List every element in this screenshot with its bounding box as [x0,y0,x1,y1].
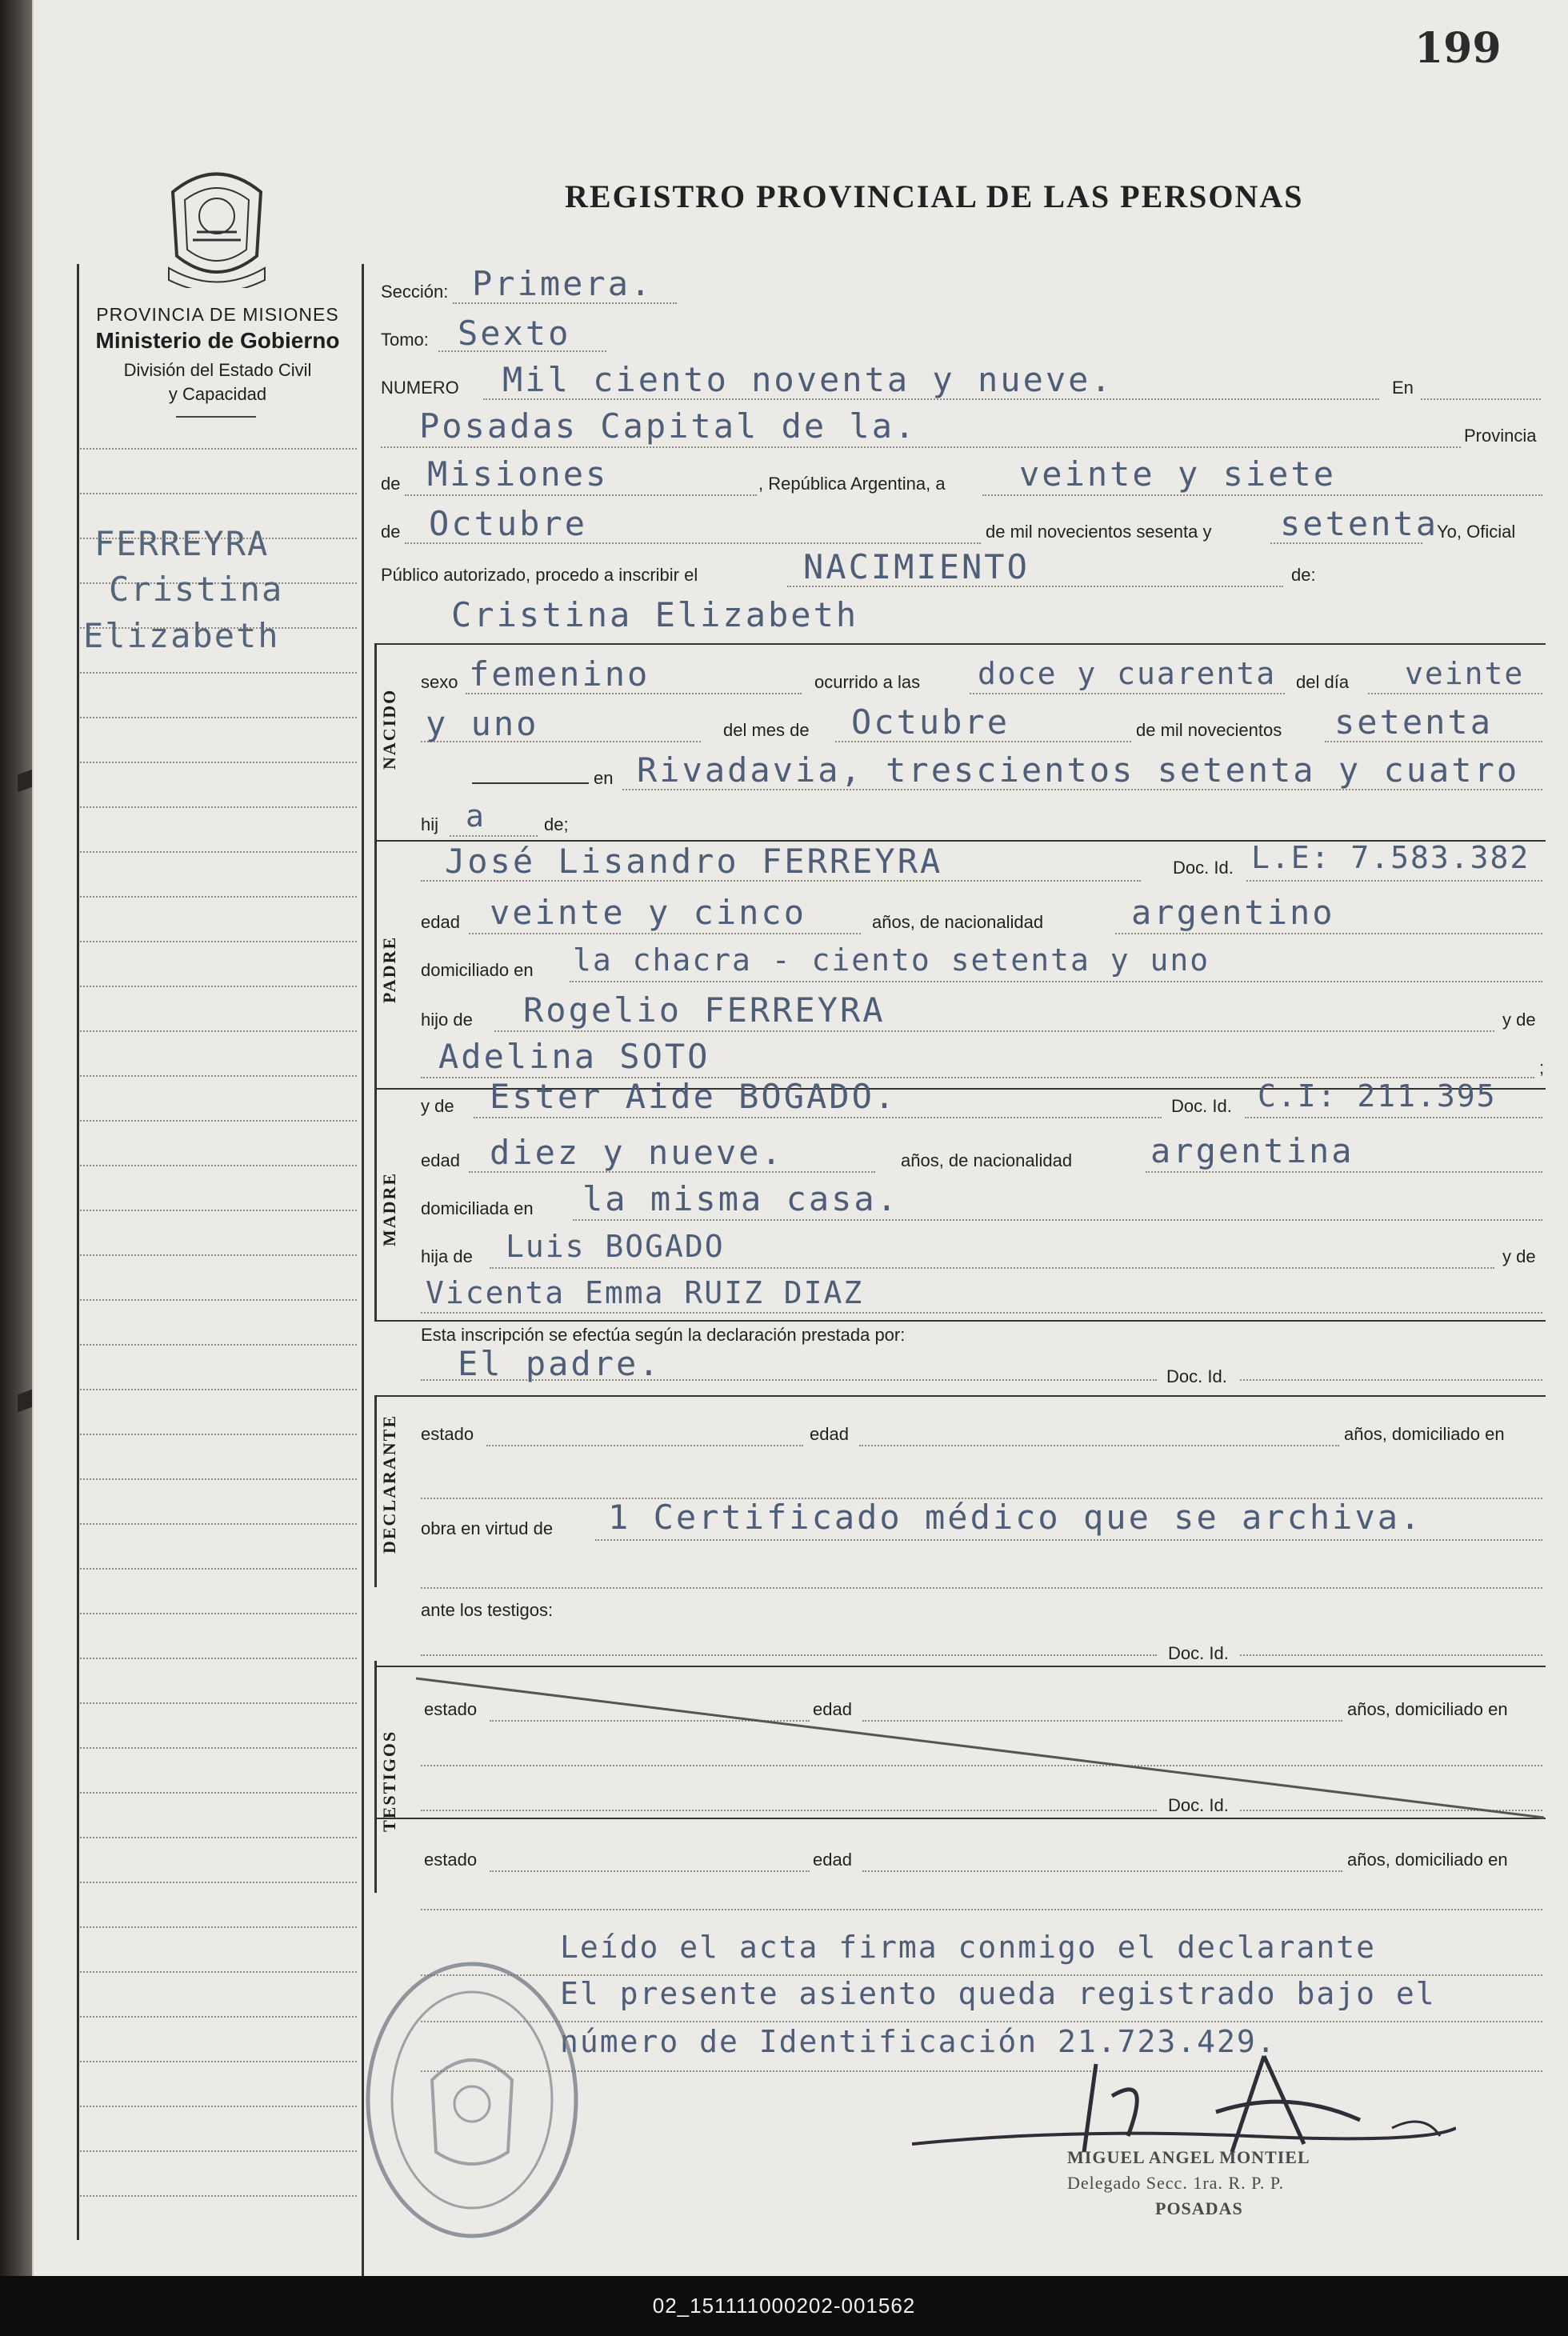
doc-label: Doc. Id. [1166,1366,1227,1386]
father-age-value: veinte y cinco [490,893,807,932]
maternal-grandmother-value: Vicenta Emma RUIZ DIAZ [426,1275,864,1310]
field-line [1245,1117,1542,1118]
place-value: Posadas Capital de la. [419,406,918,446]
margin-rule [80,1658,357,1659]
de-label: de: [1291,565,1316,585]
margin-rule [80,2061,357,2062]
mother-address-value: la misma casa. [582,1179,900,1218]
padre-section [374,840,377,1088]
margin-rule [80,1837,357,1838]
field-line [982,494,1542,496]
year-label: de mil novecientos sesenta y [986,522,1212,542]
signatory-place: POSADAS [1155,2198,1243,2218]
margin-rule [80,493,357,494]
section-rule [374,1395,1546,1397]
mother-nationality-value: argentina [1150,1131,1354,1170]
field-line [1115,933,1542,934]
margin-rule [80,762,357,763]
field-line [1246,880,1542,882]
y-de-label: y de [1502,1010,1536,1030]
mes-value: Octubre [851,702,1010,742]
margin-rule [80,1702,357,1704]
paternal-grandfather-value: Rogelio FERREYRA [523,990,886,1030]
doc-label: Doc. Id. [1171,1096,1232,1116]
sexo-value: femenino [469,654,650,694]
field-line [421,1654,1157,1656]
book-binding [0,0,32,2276]
oficial-label: Yo, Oficial [1437,522,1516,542]
margin-rule [80,2150,357,2152]
father-nationality-value: argentino [1131,893,1335,932]
field-line [421,1312,1542,1314]
margin-rule [80,1254,357,1256]
field-line [421,1909,1542,1910]
anio-value: setenta [1334,702,1494,742]
tomo-value: Sexto [458,314,571,353]
lugar-value: Rivadavia, trescientos setenta y cuatro [637,750,1520,790]
footer-bar [0,2276,1568,2336]
testigos-intro-label: ante los testigos: [421,1600,554,1620]
y-de-label: y de [1502,1246,1536,1266]
en-label: En [1392,378,1414,398]
field-line [381,446,1461,448]
closing-line: El presente asiento queda registrado bajo el [560,1976,1436,2011]
numero-value: Mil ciento noventa y nueve. [502,360,1114,399]
numero-label: NUMERO [381,378,459,398]
margin-rule [80,672,357,674]
ocurrido-label: ocurrido a las [814,672,921,692]
official-stamp-icon [344,1912,632,2256]
obra-value: 1 Certificado médico que se archiva. [608,1498,1423,1537]
page-number: 199 [1414,24,1502,73]
margin-rule [80,1971,357,1973]
margin-rule [80,851,357,853]
tomo-label: Tomo: [381,330,429,350]
declarant-name-value: El padre. [458,1344,662,1383]
ministry-label: Ministerio de Gobierno [95,328,340,353]
dia-value-cont: y uno [426,704,539,743]
edad-label: edad [813,1850,852,1870]
section-rule [374,1666,1546,1667]
margin-rule [80,1434,357,1435]
margin-rule [80,1747,357,1749]
margin-rule [80,717,357,718]
edad-label: edad [421,1150,460,1170]
margin-rule [80,1523,357,1525]
margin-rule [80,2195,357,2197]
republica-label: , República Argentina, a [758,474,946,494]
seccion-value: Primera. [472,264,654,303]
paternal-grandmother-value: Adelina SOTO [438,1037,710,1076]
margin-rule [80,1344,357,1346]
nacionalidad-label: años, de nacionalidad [901,1150,1073,1170]
month-value: Octubre [429,504,588,543]
field-line [595,1539,1542,1541]
margin-rule [80,896,357,898]
anios-domicilio-label: años, domiciliado en [1347,1699,1508,1719]
cancel-stroke [416,1674,1552,1824]
provincia-label: Provincia [1464,426,1537,446]
field-line [1368,693,1542,694]
margin-rule [80,1165,357,1166]
father-doc-value: L.E: 7.583.382 [1251,840,1530,875]
field-line [862,1870,1342,1872]
margin-rule [80,1568,357,1570]
domicilio-label: domiciliado en [421,960,534,980]
field-line [494,1030,1494,1032]
separator-label: ; [1539,1058,1545,1078]
mother-age-value: diez y nueve. [490,1133,784,1172]
father-name-value: José Lisandro FERREYRA [445,842,943,881]
closing-line: número de Identificación 21.723.429. [560,2024,1277,2059]
margin-first-name: Cristina [109,570,284,609]
margin-rule [80,1030,357,1032]
inscripcion-label: Esta inscripción se efectúa según la declaración prestada por: [421,1325,906,1345]
province-value: Misiones [427,454,609,494]
de-label: de [381,522,401,542]
maternal-grandfather-value: Luis BOGADO [506,1229,725,1264]
en-label: en [594,768,614,788]
estado-label: estado [424,1699,478,1719]
division-label: División del Estado Civil [123,360,312,380]
margin-surname: FERREYRA [94,524,270,563]
anio-label: de mil novecientos [1136,720,1282,740]
testigos-section [374,1661,377,1893]
section-rule [374,643,1546,645]
field-line [1240,1654,1542,1656]
margin-rule [80,1389,357,1390]
field-line [859,1445,1339,1446]
domicilio-label: domiciliada en [421,1198,534,1218]
signatory-name: MIGUEL ANGEL MONTIEL [1067,2147,1310,2167]
margin-rule [80,806,357,808]
anios-domicilio-label: años, domiciliado en [1344,1424,1505,1444]
estado-label: estado [424,1850,478,1870]
margin-rule [80,1210,357,1211]
document-code: 02_151111000202-001562 [652,2294,916,2318]
page-title: REGISTRO PROVINCIAL DE LAS PERSONAS [565,178,1304,214]
doc-label: Doc. Id. [1168,1795,1229,1815]
margin-rule [80,1613,357,1614]
hij-label: hij [421,814,439,834]
closing-line: Leído el acta firma conmigo el declarante [560,1930,1376,1965]
de-label: de; [544,814,569,834]
field-line [573,1219,1542,1221]
day-value: veinte y siete [1019,454,1337,494]
blank-line [472,782,589,784]
hija-de-label: hija de [421,1246,473,1266]
field-line [474,1117,1162,1118]
hijo-de-label: hijo de [421,1010,473,1030]
estado-label: estado [421,1424,474,1444]
margin-rule [80,448,357,450]
doc-label: Doc. Id. [1173,858,1234,878]
nacionalidad-label: años, de nacionalidad [872,912,1044,932]
margin-rule [80,1882,357,1883]
section-rule [374,1320,1546,1322]
field-line [490,1267,1494,1269]
field-line [405,494,757,496]
signature-icon [912,2048,1456,2160]
field-line [450,835,538,837]
field-line [469,933,861,934]
margin-rule [80,2016,357,2018]
margin-rule [80,1478,357,1480]
margin-rule [80,1299,357,1301]
madre-section [374,1088,377,1320]
nacido-section [374,643,377,840]
publico-label: Público autorizado, procedo a inscribir el [381,565,698,585]
obra-label: obra en virtud de [421,1518,554,1538]
del-dia-label: del día [1296,672,1350,692]
edad-label: edad [421,912,460,932]
madre-section-label: MADRE [379,1171,399,1246]
field-line [486,1445,803,1446]
signatory-role: Delegado Secc. 1ra. R. P. P. [1067,2173,1285,2193]
declarante-section-label: DECLARANTE [379,1414,399,1554]
margin-rule [80,941,357,942]
margin-middle-name: Elizabeth [83,616,280,655]
seccion-label: Sección: [381,282,449,302]
province-label: PROVINCIA DE MISIONES [96,304,339,325]
de-label: de [381,474,401,494]
field-line [1421,398,1541,400]
year-value: setenta [1280,504,1439,543]
edad-label: edad [810,1424,849,1444]
dia-value: veinte [1405,656,1525,691]
declarante-section [374,1395,377,1587]
hij-value: a [466,798,486,834]
del-mes-label: del mes de [723,720,810,740]
person-name-value: Cristina Elizabeth [451,595,859,634]
margin-rule [80,1792,357,1794]
mother-name-value: Ester Aide BOGADO. [490,1077,898,1116]
hora-value: doce y cuarenta [978,656,1277,691]
margin-rule [80,1926,357,1928]
doc-label: Doc. Id. [1168,1643,1229,1663]
division-label: y Capacidad [168,384,267,404]
testigos-section-label: TESTIGOS [379,1730,399,1832]
mother-doc-value: C.I: 211.395 [1258,1078,1497,1114]
nacido-section-label: NACIDO [379,688,399,770]
field-line [1146,1171,1542,1173]
margin-rule [80,1120,357,1122]
sexo-label: sexo [421,672,458,692]
y-de-label: y de [421,1096,454,1116]
act-value: NACIMIENTO [803,547,1030,586]
padre-section-label: PADRE [379,935,399,1003]
margin-rule [80,986,357,987]
anios-domicilio-label: años, domiciliado en [1347,1850,1508,1870]
margin-rule [80,1075,357,1077]
field-line [970,693,1285,694]
field-line [490,1870,810,1872]
margin-rule [80,2106,357,2107]
field-line [570,981,1542,982]
field-line [1240,1379,1542,1381]
father-address-value: la chacra - ciento setenta y uno [573,942,1210,978]
edad-label: edad [813,1699,852,1719]
field-line [421,1587,1542,1589]
